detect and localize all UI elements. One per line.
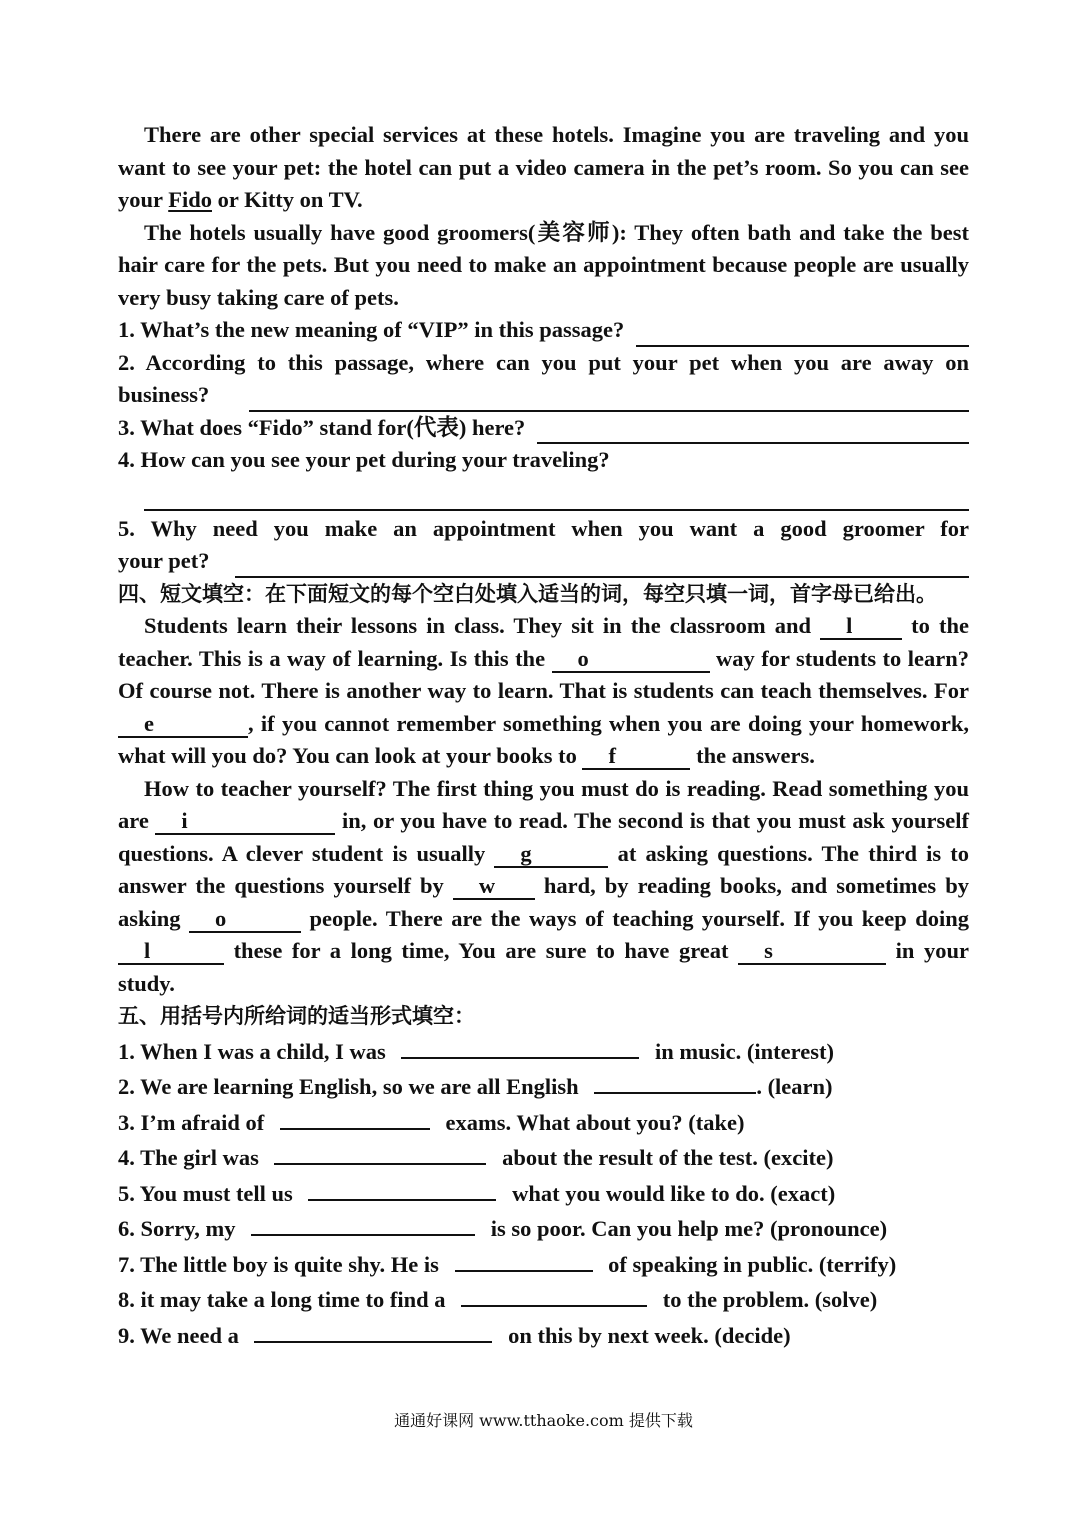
first-letter-hint: l <box>144 938 151 963</box>
underlined-word: Fido <box>168 187 212 212</box>
cloze-text: these for a long time, You are sure to have great <box>224 938 739 963</box>
cloze-blank[interactable] <box>582 744 690 770</box>
question-3 <box>118 412 969 445</box>
worksheet-page <box>118 119 969 1352</box>
reading-paragraph-1 <box>118 119 969 217</box>
cloze-text: to the teacher. This is a way of learning. Is this the <box>118 613 969 671</box>
item-text: to the problem. (solve) <box>662 1287 878 1312</box>
section-5-list <box>118 1033 969 1353</box>
cloze-blank[interactable] <box>155 809 335 835</box>
cloze-text: How to teacher yourself? The first thing you must do is reading. Read something you are <box>118 775 969 833</box>
cloze-blank[interactable] <box>738 939 886 965</box>
question-text: 5. Why need you make an appointment when you want a good groomer for <box>118 515 969 541</box>
question-2 <box>118 347 969 412</box>
cloze-text: , if you cannot remember something when you are doing your homework, what will you do? You can look at your books to <box>118 710 969 768</box>
first-letter-hint: i <box>181 808 188 833</box>
first-letter-hint: e <box>144 710 154 736</box>
cloze-blank[interactable] <box>118 712 248 738</box>
first-letter-hint: o <box>215 905 227 931</box>
question-text: 3. What does “Fido” stand for(代表) here? <box>118 414 526 440</box>
question-text: business? <box>118 382 210 407</box>
word-form-item <box>118 1104 969 1140</box>
answer-blank[interactable] <box>280 1104 430 1130</box>
answer-blank[interactable] <box>144 477 969 511</box>
cloze-text: hard, by reading books, and sometimes by asking <box>118 873 969 931</box>
item-text: on this by next week. (decide) <box>508 1322 791 1348</box>
cloze-text: way for students to learn? Of course not. There is another way to learn. That is students can teach themselves. For <box>118 645 970 703</box>
first-letter-hint: w <box>478 873 496 898</box>
first-letter-hint: l <box>846 613 853 638</box>
cloze-paragraph-2 <box>118 773 969 1001</box>
word-form-item <box>118 1281 969 1317</box>
item-text: 1. When I was a child, I was <box>118 1038 386 1064</box>
answer-blank[interactable] <box>235 550 969 578</box>
cloze-blank[interactable] <box>494 842 608 868</box>
word-form-item <box>118 1033 969 1069</box>
item-text: 4. The girl was <box>118 1145 259 1170</box>
cloze-text: at asking questions. The third is to answer the questions yourself by <box>118 840 969 898</box>
question-4 <box>118 444 969 511</box>
answer-blank[interactable] <box>308 1175 496 1201</box>
item-text: in music. (interest) <box>655 1038 834 1064</box>
answer-blank[interactable] <box>594 1068 756 1094</box>
word-form-item <box>118 1068 969 1104</box>
answer-blank[interactable] <box>249 384 969 412</box>
answer-blank[interactable] <box>274 1139 486 1165</box>
question-1 <box>118 314 969 347</box>
item-text: 6. Sorry, my <box>118 1216 236 1241</box>
word-form-item <box>118 1317 969 1353</box>
item-text: . (learn) <box>756 1074 833 1099</box>
item-text: 2. We are learning English, so we are all English <box>118 1074 579 1099</box>
question-text: 4. How can you see your pet during your traveling? <box>118 447 610 472</box>
item-text: what you would like to do. (exact) <box>512 1180 836 1206</box>
cloze-text: Students learn their lessons in class. They sit in the classroom and <box>144 613 821 638</box>
answer-blank[interactable] <box>636 319 969 347</box>
item-text: is so poor. Can you help me? (pronounce) <box>490 1216 888 1241</box>
first-letter-hint: o <box>577 645 589 671</box>
section-5-heading: 五、用括号内所给词的适当形式填空： <box>118 1004 475 1028</box>
cloze-text: in your study. <box>118 938 970 996</box>
item-text: 7. The little boy is quite shy. He is <box>118 1251 439 1277</box>
answer-blank[interactable] <box>254 1317 492 1343</box>
item-text: exams. What about you? (take) <box>445 1109 745 1135</box>
item-text: 8. it may take a long time to find a <box>118 1287 446 1312</box>
item-text: of speaking in public. (terrify) <box>608 1251 897 1277</box>
question-text: 1. What’s the new meaning of “VIP” in this passage? <box>118 317 625 342</box>
answer-blank[interactable] <box>455 1246 593 1272</box>
first-letter-hint: s <box>764 938 773 963</box>
item-text: about the result of the test. (excite) <box>502 1145 834 1170</box>
word-form-item <box>118 1246 969 1282</box>
answer-blank[interactable] <box>537 416 969 444</box>
cloze-blank[interactable] <box>118 939 224 965</box>
answer-blank[interactable] <box>251 1210 475 1236</box>
first-letter-hint: g <box>520 840 532 866</box>
answer-blank[interactable] <box>461 1281 647 1307</box>
item-text: 3. I’m afraid of <box>118 1109 265 1135</box>
question-text: 2. According to this passage, where can you put your pet when you are away on <box>118 349 969 375</box>
reading-paragraph-2: The hotels usually have good groomers(美容师): They often bath and take the best hair care for the pets. But you need to make an appointment because people are usually very busy taking care of pets. <box>118 219 969 310</box>
question-text: your pet? <box>118 548 210 573</box>
paragraph-text: or Kitty on TV. <box>211 187 363 212</box>
item-text: 9. We need a <box>118 1322 239 1348</box>
paragraph-text: There are other special services at these hotels. Imagine you are traveling and you want to see your pet: the hotel can put a video camera in the pet’s room. So you can see your <box>118 122 969 212</box>
cloze-paragraph-1 <box>118 610 969 773</box>
answer-blank[interactable] <box>401 1033 639 1059</box>
cloze-blank[interactable] <box>189 907 301 933</box>
cloze-blank[interactable] <box>552 647 710 673</box>
cloze-blank[interactable] <box>820 614 902 640</box>
section-4-heading: 四、短文填空：在下面短文的每个空白处填入适当的词，每空只填一词，首字母已给出。 <box>118 581 937 606</box>
word-form-item <box>118 1175 969 1211</box>
item-text: 5. You must tell us <box>118 1180 293 1206</box>
cloze-blank[interactable] <box>453 874 535 900</box>
cloze-text: the answers. <box>690 743 815 768</box>
question-5 <box>118 513 969 578</box>
cloze-text: in, or you have to read. The second is that you must ask yourself questions. A clever student is usually <box>118 808 969 866</box>
page-footer: 通通好课网 www.tthaoke.com 提供下载 <box>394 1411 693 1430</box>
first-letter-hint: f <box>608 743 616 768</box>
cloze-text: people. There are the ways of teaching yourself. If you keep doing <box>301 905 969 931</box>
word-form-item <box>118 1139 969 1175</box>
word-form-item <box>118 1210 969 1246</box>
